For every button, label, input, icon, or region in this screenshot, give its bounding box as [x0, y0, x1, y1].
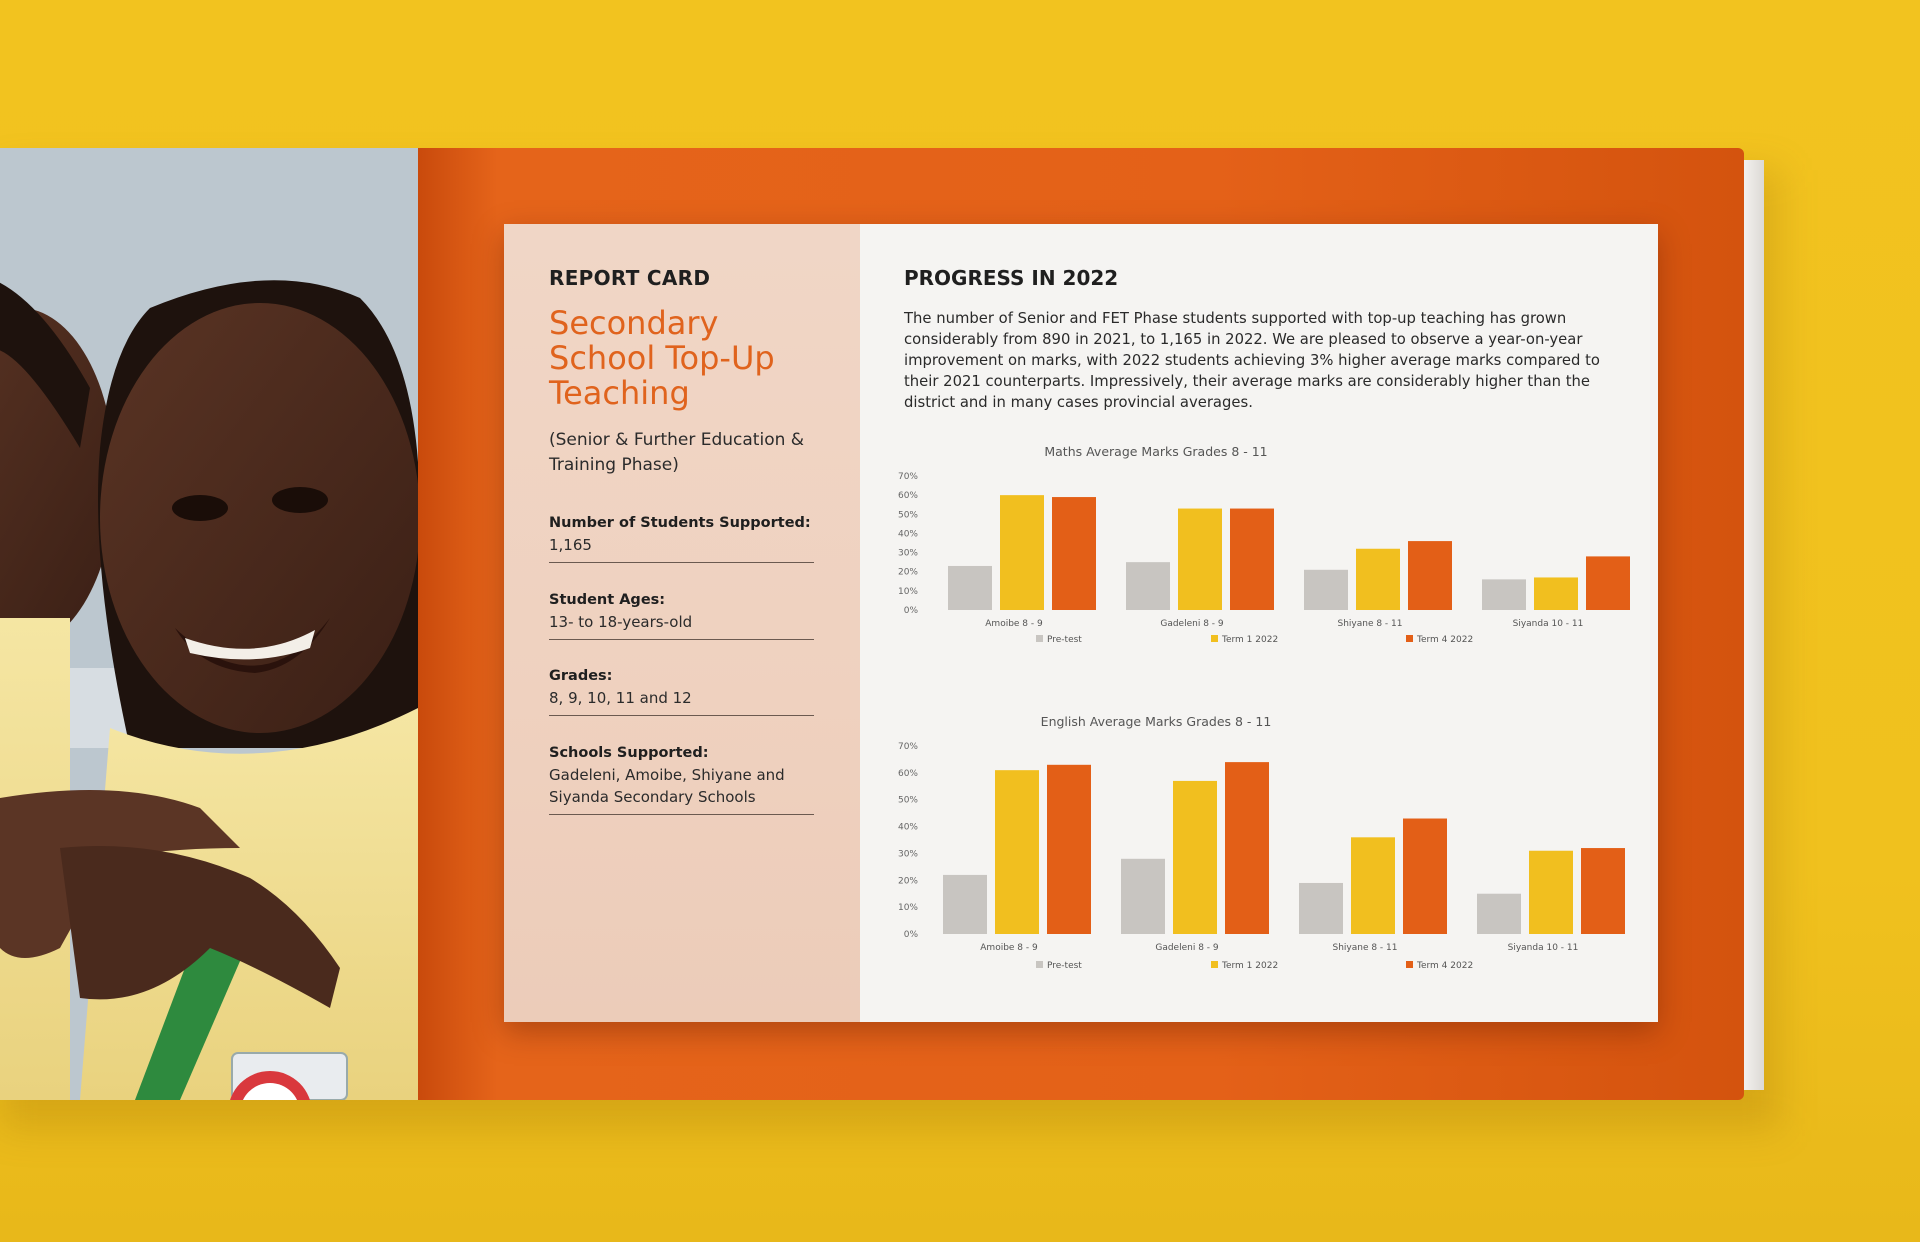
- bar-term-4-2022: [1581, 848, 1625, 934]
- legend-swatch: [1211, 961, 1218, 968]
- fact-label: Number of Students Supported:: [549, 515, 811, 531]
- y-tick-label: 70%: [897, 742, 918, 752]
- bar-term-1-2022: [995, 770, 1039, 934]
- category-label: Shiyane 8 - 11: [1332, 943, 1398, 953]
- y-tick-label: 30%: [897, 849, 918, 860]
- bar-pre-test: [948, 566, 992, 610]
- bar-pre-test: [1304, 570, 1348, 610]
- legend-swatch: [1406, 635, 1413, 642]
- legend-swatch: [1036, 635, 1043, 642]
- legend-label: Term 1 2022: [1222, 635, 1279, 645]
- bar-pre-test: [1477, 894, 1521, 934]
- fact-ages: [549, 590, 814, 640]
- bar-term-1-2022: [1356, 549, 1400, 610]
- legend-label: Pre-test: [1047, 961, 1082, 971]
- bar-term-4-2022: [1225, 762, 1269, 934]
- fact-students: [549, 513, 814, 563]
- y-tick-label: 70%: [897, 472, 918, 482]
- legend-swatch: [1211, 635, 1218, 642]
- fact-value: 8, 9, 10, 11 and 12: [549, 689, 692, 707]
- bar-term-1-2022: [1173, 781, 1217, 934]
- bar-term-1-2022: [1534, 577, 1578, 610]
- category-label: Amoibe 8 - 9: [980, 943, 1038, 953]
- bar-term-4-2022: [1586, 556, 1630, 610]
- y-tick-label: 50%: [897, 795, 918, 806]
- fact-value: Gadeleni, Amoibe, Shiyane and Siyanda Secondary Schools: [549, 766, 785, 806]
- bar-pre-test: [943, 875, 987, 934]
- bar-term-4-2022: [1403, 819, 1447, 934]
- bar-term-1-2022: [1178, 509, 1222, 610]
- fact-label: Schools Supported:: [549, 745, 709, 761]
- y-tick-label: 40%: [897, 529, 918, 540]
- fact-schools: [549, 743, 814, 815]
- report-card-sidebar: [504, 224, 860, 1022]
- legend-label: Term 4 2022: [1417, 635, 1474, 645]
- y-tick-label: 40%: [897, 822, 918, 833]
- bar-term-1-2022: [1351, 837, 1395, 934]
- y-tick-label: 50%: [897, 510, 918, 521]
- bar-pre-test: [1299, 883, 1343, 934]
- fact-label: Grades:: [549, 668, 613, 684]
- bar-term-4-2022: [1047, 765, 1091, 934]
- bar-pre-test: [1482, 579, 1526, 610]
- cover-photo: [0, 148, 418, 1100]
- progress-paragraph: The number of Senior and FET Phase students supported with top-up teaching has grown considerably from 890 in 2021, to 1,165 in 2022. We are pleased to observe a year-on-year improvement on marks, with 2022 students achieving 3% higher average marks compared to their 2021 counterparts. Impressively, their average marks are considerably higher than the district and in many cases provincial averages.: [904, 310, 1600, 411]
- legend-swatch: [1036, 961, 1043, 968]
- report-card: [504, 224, 1658, 1022]
- y-tick-label: 10%: [897, 586, 918, 597]
- bar-term-4-2022: [1052, 497, 1096, 610]
- category-label: Siyanda 10 - 11: [1507, 943, 1579, 953]
- bar-term-4-2022: [1230, 509, 1274, 610]
- legend-label: Term 4 2022: [1417, 961, 1474, 971]
- category-label: Siyanda 10 - 11: [1512, 619, 1584, 629]
- sidebar-subtitle: (Senior & Further Education & Training Phase): [549, 430, 805, 475]
- progress-title: PROGRESS IN 2022: [904, 266, 1119, 290]
- category-label: Shiyane 8 - 11: [1337, 619, 1403, 629]
- y-tick-label: 20%: [897, 876, 918, 887]
- sidebar-title: Secondary School Top-Up Teaching: [549, 304, 775, 412]
- bar-pre-test: [1121, 859, 1165, 934]
- page-edge: [1744, 160, 1764, 1090]
- bar-term-1-2022: [1529, 851, 1573, 934]
- y-tick-label: 20%: [897, 567, 918, 578]
- chart-title: English Average Marks Grades 8 - 11: [1040, 714, 1272, 729]
- english-chart: [896, 714, 1636, 1014]
- y-tick-label: 60%: [897, 768, 918, 779]
- category-label: Gadeleni 8 - 9: [1155, 943, 1219, 953]
- category-label: Amoibe 8 - 9: [985, 619, 1043, 629]
- maths-chart: [896, 442, 1636, 682]
- legend-swatch: [1406, 961, 1413, 968]
- y-tick-label: 10%: [897, 903, 918, 914]
- fact-value: 13- to 18-years-old: [549, 613, 693, 631]
- bar-pre-test: [1126, 562, 1170, 610]
- y-tick-label: 0%: [903, 606, 918, 616]
- legend-label: Pre-test: [1047, 635, 1082, 645]
- chart-title: Maths Average Marks Grades 8 - 11: [1044, 444, 1268, 459]
- legend-label: Term 1 2022: [1222, 961, 1279, 971]
- bar-term-1-2022: [1000, 495, 1044, 610]
- bar-term-4-2022: [1408, 541, 1452, 610]
- y-tick-label: 60%: [897, 491, 918, 502]
- fact-grades: [549, 666, 814, 716]
- fact-label: Student Ages:: [549, 592, 666, 608]
- y-tick-label: 30%: [897, 548, 918, 559]
- fact-value: 1,165: [549, 536, 592, 554]
- y-tick-label: 0%: [903, 930, 918, 940]
- category-label: Gadeleni 8 - 9: [1160, 619, 1224, 629]
- sidebar-heading: REPORT CARD: [549, 266, 711, 290]
